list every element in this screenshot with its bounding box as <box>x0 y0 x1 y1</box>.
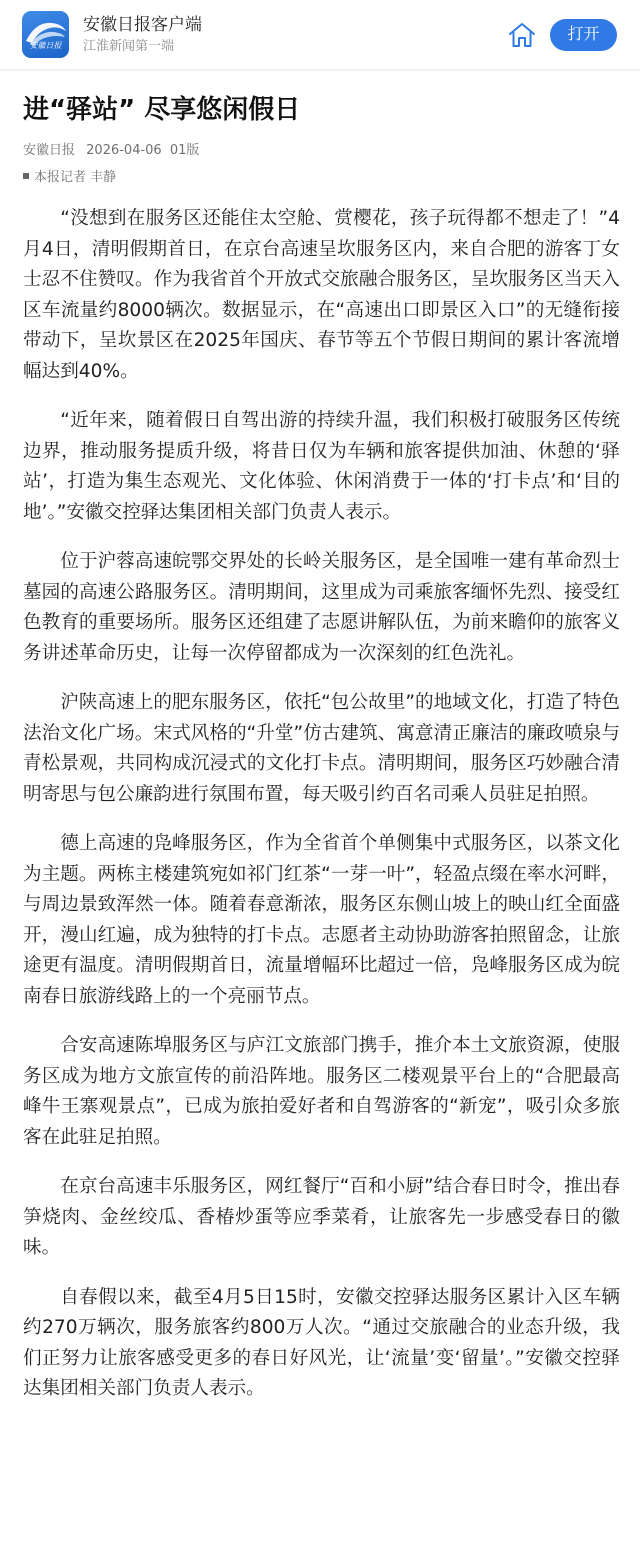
article-paragraph: 合安高速陈埠服务区与庐江文旅部门携手，推介本土文旅资源，使服务区成为地方文旅宣传的前沿阵地。服务区二楼观景平台上的“合肥最高峰牛王寨观景点”，已成为旅拍爱好者和自驾游客的“新宠”，吸引众多旅客在此驻足拍照。 <box>23 1035 620 1148</box>
article-author <box>23 169 116 187</box>
home-icon <box>506 19 538 51</box>
article-source: 安徽日报 <box>23 143 76 158</box>
square-bullet-icon <box>23 173 29 179</box>
app-bar <box>0 0 640 70</box>
article-paragraph: “没想到在服务区还能住太空舱、赏樱花，孩子玩得都不想走了！”4月4日，清明假期首日，在京台高速呈坎服务区内，来自合肥的游客丁女士忍不住赞叹。作为我省首个开放式交旅融合服务区，呈坎服务区当天入区车流量约8000辆次。数据显示，在“高速出口即景区入口”的无缝衔接带动下，呈坎景区在2025年国庆、春节等五个节假日期间的累计客流增幅达到40%。 <box>23 208 620 382</box>
app-logo[interactable] <box>22 11 69 58</box>
article-paragraph: 在京台高速丰乐服务区，网红餐厅“百和小厨”结合春日时令，推出春笋烧肉、金丝绞瓜、香椿炒蛋等应季菜肴，让旅客先一步感受春日的徽味。 <box>23 1176 620 1258</box>
article-title: 进“驿站” 尽享悠闲假日 <box>23 95 301 125</box>
article-paragraph: 德上高速的凫峰服务区，作为全省首个单侧集中式服务区，以茶文化为主题。两栋主楼建筑宛如祁门红茶“一芽一叶”，轻盈点缀在率水河畔，与周边景致浑然一体。随着春意渐浓，服务区东侧山坡上的映山红全面盛开，漫山红遍，成为独特的打卡点。志愿者主动协助游客拍照留念，让旅途更有温度。清明假期首日，流量增幅环比超过一倍，凫峰服务区成为皖南春日旅游线路上的一个亮丽节点。 <box>23 833 620 1007</box>
open-app-button[interactable]: 打开 <box>550 19 617 51</box>
article-date: 2026-04-06 <box>86 143 162 158</box>
app-slogan: 江淮新闻第一端 <box>83 39 175 54</box>
article-paragraph: “近年来，随着假日自驾出游的持续升温，我们积极打破服务区传统边界，推动服务提质升级，将昔日仅为车辆和旅客提供加油、休憩的‘驿站’，打造为集生态观光、文化体验、休闲消费于一体的‘打卡点’和‘目的地’。”安徽交控驿达集团相关部门负责人表示。 <box>23 410 620 523</box>
article-edition: 01版 <box>169 143 200 158</box>
article-meta <box>23 142 199 160</box>
article-paragraph: 自春假以来，截至4月5日15时，安徽交控驿达服务区累计入区车辆约270万辆次，服务旅客约800万人次。“通过交旅融合的业态升级，我们正努力让旅客感受更多的春日好风光，让‘流量’变‘留量’。”安徽交控驿达集团相关部门负责人表示。 <box>23 1286 620 1399</box>
author-text: 本报记者 丰静 <box>34 170 117 185</box>
app-name: 安徽日报客户端 <box>83 15 202 35</box>
logo-text: 安徽日报 <box>29 41 62 50</box>
home-button[interactable] <box>506 19 538 51</box>
article-paragraph: 位于沪蓉高速皖鄂交界处的长岭关服务区，是全国唯一建有革命烈士墓园的高速公路服务区。清明期间，这里成为司乘旅客缅怀先烈、接受红色教育的重要场所。服务区还组建了志愿讲解队伍，为前来瞻仰的旅客义务讲述革命历史，让每一次停留都成为一次深刻的红色洗礼。 <box>23 551 620 664</box>
article-body <box>23 204 620 1424</box>
article-paragraph: 沪陕高速上的肥东服务区，依托“包公故里”的地域文化，打造了特色法治文化广场。宋式风格的“升堂”仿古建筑、寓意清正廉洁的廉政喷泉与青松景观，共同构成沉浸式的文化打卡点。清明期间，服务区巧妙融合清明寄思与包公廉韵进行氛围布置，每天吸引约百名司乘人员驻足拍照。 <box>23 692 620 805</box>
